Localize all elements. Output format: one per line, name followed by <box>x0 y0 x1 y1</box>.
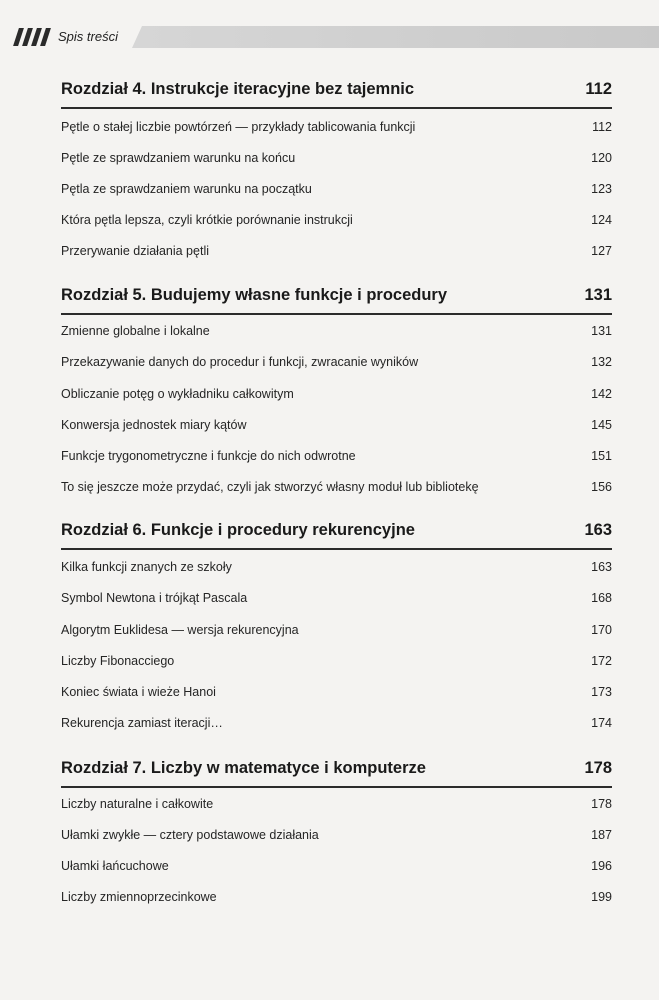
header-stripes-decoration <box>14 26 54 48</box>
entry-page-number: 172 <box>591 654 612 668</box>
chapter-page-number: 178 <box>584 759 612 777</box>
toc-entry[interactable] <box>61 890 612 904</box>
header-title: Spis treści <box>58 29 118 44</box>
entry-title: Pętle o stałej liczbie powtórzeń — przykłady tablicowania funkcji <box>61 120 416 134</box>
entry-title: Pętle ze sprawdzaniem warunku na końcu <box>61 151 296 165</box>
toc-entry[interactable] <box>61 449 612 463</box>
entry-title: Funkcje trygonometryczne i funkcje do nich odwrotne <box>61 449 356 463</box>
entry-page-number: 127 <box>591 244 612 258</box>
entry-title: Konwersja jednostek miary kątów <box>61 418 247 432</box>
entry-title: Ułamki zwykłe — cztery podstawowe działania <box>61 828 319 842</box>
entry-page-number: 156 <box>591 480 612 494</box>
chapter-title: Rozdział 5. Budujemy własne funkcje i procedury <box>61 286 448 304</box>
entry-page-number: 124 <box>591 213 612 227</box>
entry-title: Zmienne globalne i lokalne <box>61 324 210 338</box>
toc-entry[interactable] <box>61 355 612 369</box>
chapter-heading[interactable] <box>61 80 612 99</box>
entry-page-number: 131 <box>591 324 612 338</box>
entry-page-number: 168 <box>591 591 612 605</box>
chapter-divider <box>61 107 612 109</box>
chapter-divider <box>61 548 612 550</box>
toc-entry[interactable] <box>61 560 612 574</box>
toc-entry[interactable] <box>61 797 612 811</box>
entry-title: Liczby naturalne i całkowite <box>61 797 214 811</box>
entry-title: Przekazywanie danych do procedur i funkcji, zwracanie wyników <box>61 355 419 369</box>
entry-title: Rekurencja zamiast iteracji… <box>61 716 223 730</box>
entry-page-number: 199 <box>591 890 612 904</box>
entry-title: Koniec świata i wieże Hanoi <box>61 685 216 699</box>
entry-title: Pętla ze sprawdzaniem warunku na początku <box>61 182 312 196</box>
entry-title: Liczby Fibonacciego <box>61 654 175 668</box>
entry-title: Algorytm Euklidesa — wersja rekurencyjna <box>61 623 299 637</box>
toc-entry[interactable] <box>61 213 612 227</box>
toc-entry[interactable] <box>61 182 612 196</box>
entry-page-number: 132 <box>591 355 612 369</box>
entry-page-number: 142 <box>591 387 612 401</box>
toc-entry[interactable] <box>61 591 612 605</box>
entry-page-number: 187 <box>591 828 612 842</box>
entry-page-number: 120 <box>591 151 612 165</box>
header-bar <box>132 26 659 48</box>
chapter-title: Rozdział 4. Instrukcje iteracyjne bez tajemnic <box>61 80 415 98</box>
toc-entry[interactable] <box>61 828 612 842</box>
entry-title: Liczby zmiennoprzecinkowe <box>61 890 217 904</box>
entry-page-number: 196 <box>591 859 612 873</box>
entry-page-number: 112 <box>592 120 612 134</box>
toc-entry[interactable] <box>61 324 612 338</box>
chapter-page-number: 163 <box>584 521 612 539</box>
entry-page-number: 170 <box>591 623 612 637</box>
chapter-divider <box>61 313 612 315</box>
toc-entry[interactable] <box>61 120 612 134</box>
entry-page-number: 151 <box>591 449 612 463</box>
toc-entry[interactable] <box>61 418 612 432</box>
chapter-heading[interactable] <box>61 286 612 305</box>
chapter-title: Rozdział 7. Liczby w matematyce i komputerze <box>61 759 426 777</box>
chapter-title: Rozdział 6. Funkcje i procedury rekurencyjne <box>61 521 415 539</box>
entry-page-number: 178 <box>591 797 612 811</box>
toc-entry[interactable] <box>61 716 612 730</box>
entry-page-number: 145 <box>591 418 612 432</box>
entry-page-number: 173 <box>591 685 612 699</box>
entry-title: Kilka funkcji znanych ze szkoły <box>61 560 232 574</box>
entry-title: Symbol Newtona i trójkąt Pascala <box>61 591 248 605</box>
toc-entry[interactable] <box>61 654 612 668</box>
chapter-heading[interactable] <box>61 759 612 778</box>
toc-entry[interactable] <box>61 859 612 873</box>
entry-title: Ułamki łańcuchowe <box>61 859 169 873</box>
running-header <box>0 26 659 48</box>
toc-entry[interactable] <box>61 387 612 401</box>
entry-title: Która pętla lepsza, czyli krótkie porównanie instrukcji <box>61 213 353 227</box>
chapter-page-number: 131 <box>584 286 612 304</box>
entry-page-number: 163 <box>591 560 612 574</box>
chapter-heading[interactable] <box>61 521 612 540</box>
entry-page-number: 123 <box>591 182 612 196</box>
toc-entry[interactable] <box>61 244 612 258</box>
entry-title: To się jeszcze może przydać, czyli jak stworzyć własny moduł lub bibliotekę <box>61 480 479 494</box>
chapter-divider <box>61 786 612 788</box>
toc-entry[interactable] <box>61 685 612 699</box>
entry-title: Obliczanie potęg o wykładniku całkowitym <box>61 387 294 401</box>
toc-entry[interactable] <box>61 480 612 494</box>
chapter-page-number: 112 <box>585 80 612 98</box>
entry-title: Przerywanie działania pętli <box>61 244 209 258</box>
toc-entry[interactable] <box>61 151 612 165</box>
entry-page-number: 174 <box>591 716 612 730</box>
toc-entry[interactable] <box>61 623 612 637</box>
